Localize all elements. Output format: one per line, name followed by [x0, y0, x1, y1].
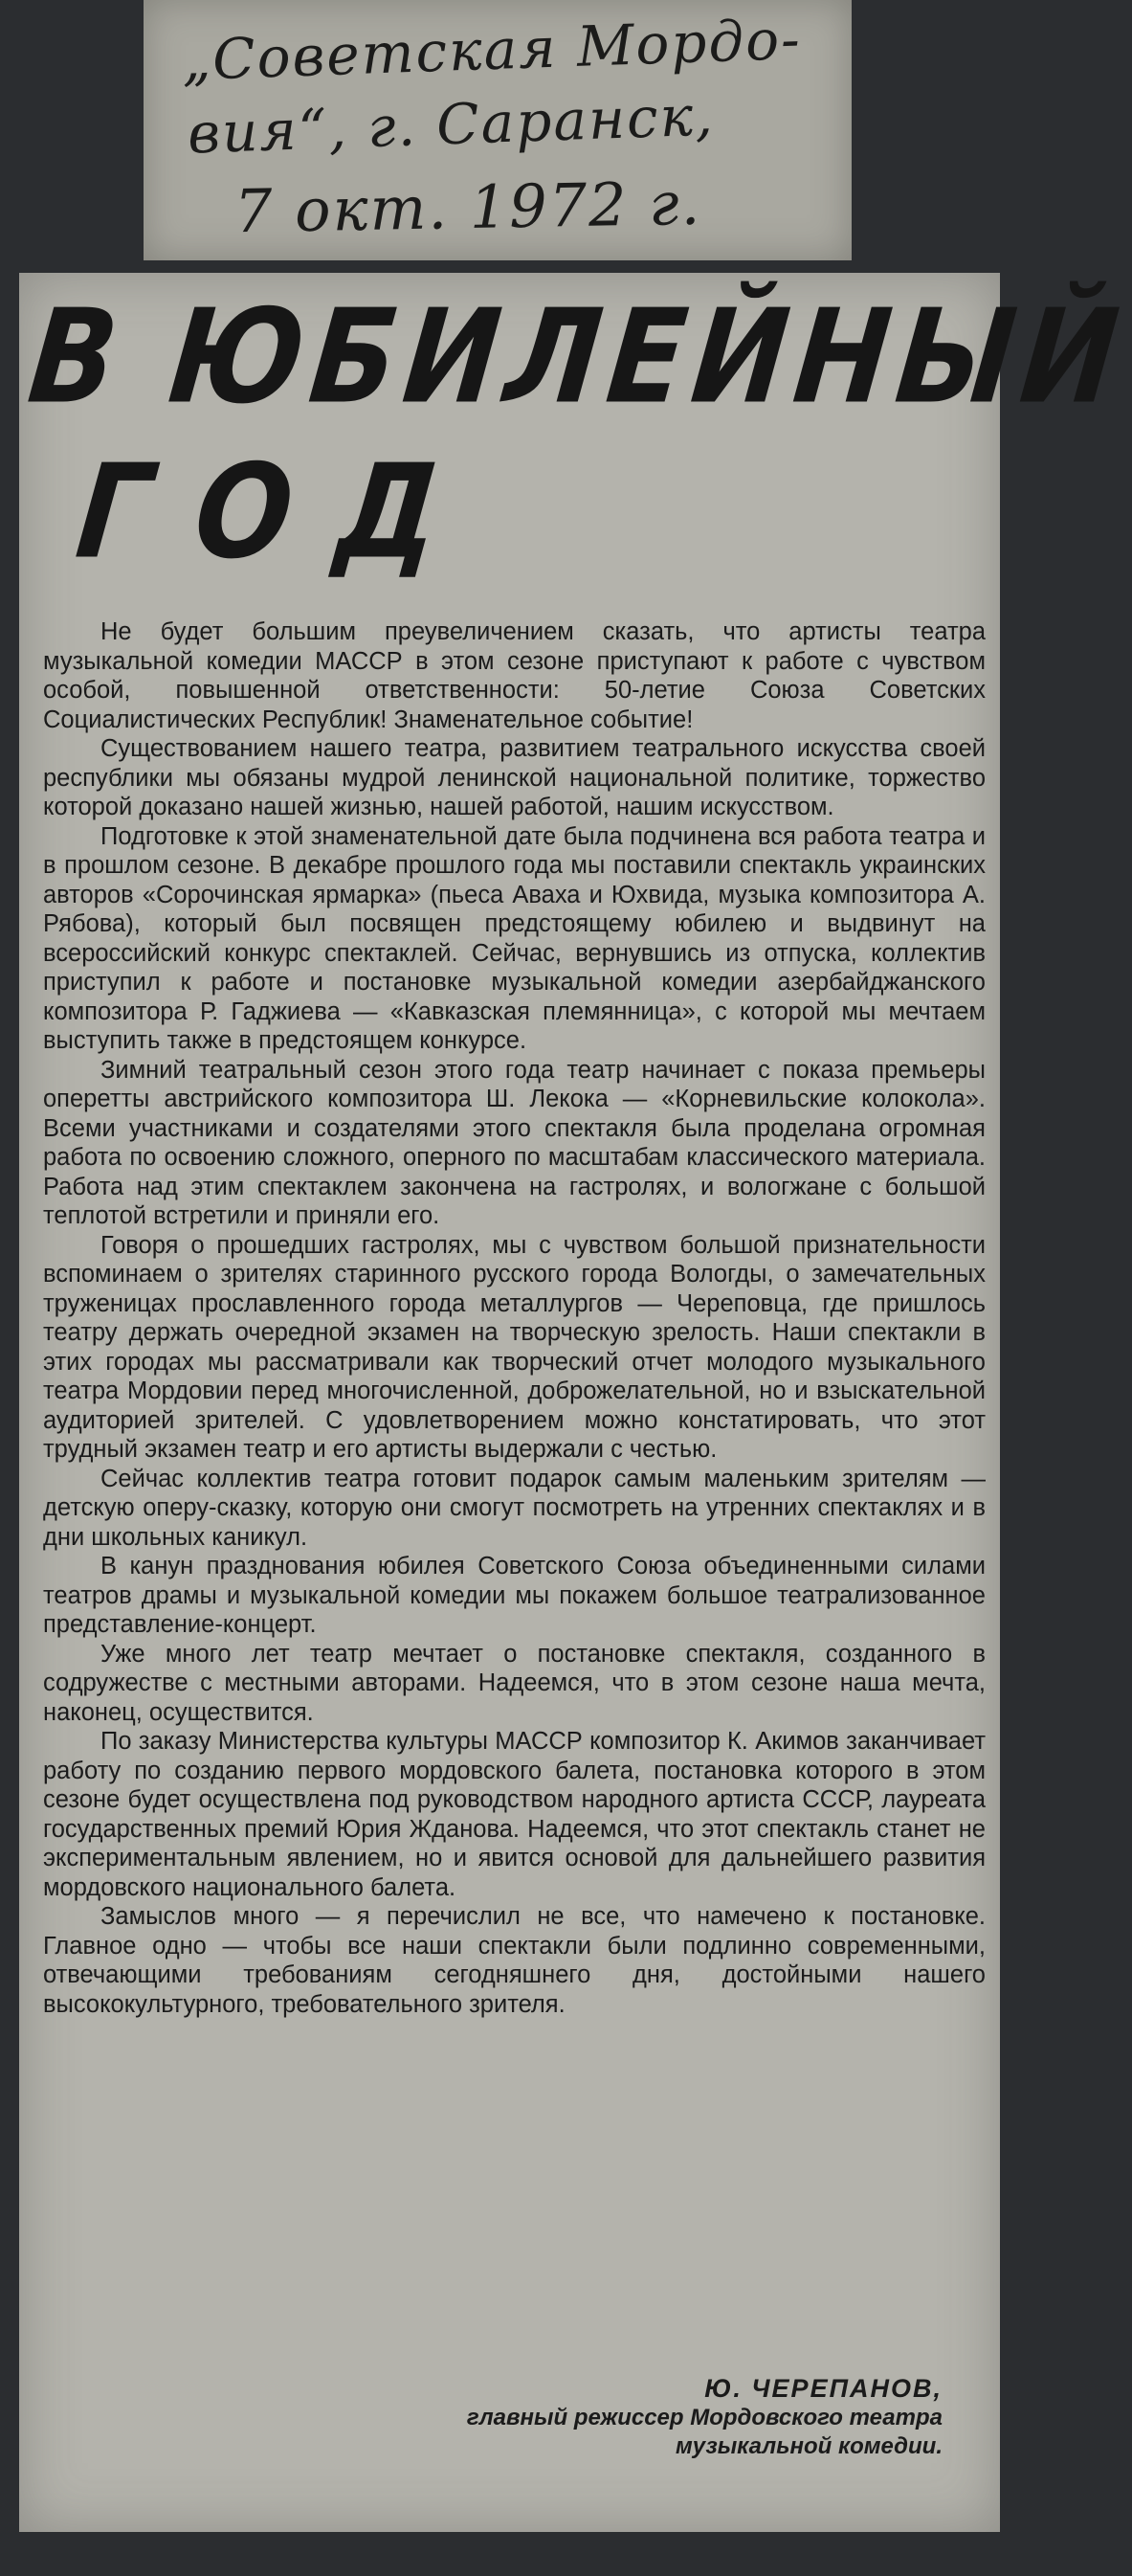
handwritten-note-date: 7 окт. 1972 г.: [233, 168, 702, 247]
author-signature: [467, 2374, 943, 2461]
paragraph-6: Сейчас коллектив театра готовит подарок самым маленьким зрителям — детскую оперу-сказку, которую они смогут посмотреть на утренних спектаклях и в дни школьных каникул.: [43, 1465, 986, 1551]
handwritten-note-card: [144, 0, 852, 260]
paragraph-2: Существованием нашего театра, развитием театрального искусства своей республики мы обязаны мудрой ленинской национальной политике, торжество которой доказано нашей жизнью, нашей работой, нашим искусством.: [43, 735, 986, 820]
paragraph-10: Замыслов много — я перечислил не все, что намечено к постановке. Главное одно — чтобы все наши спектакли были подлинно современными, отвечающими требованиям сегодняшнего дня, достойными нашего высококультурного, требовательного зрителя.: [43, 1903, 986, 2018]
newspaper-clipping: [19, 273, 1132, 2532]
article-body: [43, 617, 986, 2019]
author-role-line-1: главный режиссер Мордовского театра: [466, 2405, 943, 2430]
paragraph-3: Подготовке к этой знаменательной дате была подчинена вся работа театра и в прошлом сезоне. В декабре прошлого года мы поставили спектакль украинских авторов «Сорочинская ярмарка» (пьеса Аваха и Юхвида, музыка композитора А. Рябова), который был посвящен предстоящему юбилею и выдвинут на всероссийский конкурс спектаклей. Сейчас, вернувшись из отпуска, коллектив приступил к работе и постановке музыкальной комедии азербайджанского композитора Р. Гаджиева — «Кавказская племянница», с которой мы мечтаем выступить также в предстоящем конкурсе.: [43, 822, 986, 1054]
handwritten-note-line-1: „Советская Мордо-: [181, 6, 803, 94]
headline-line-2: ГОД: [70, 436, 493, 588]
paragraph-7: В канун празднования юбилея Советского Союза объединенными силами театров драмы и музыкальной комедии мы покажем большое театрализованное представление-концерт.: [43, 1553, 986, 1638]
paragraph-8: Уже много лет театр мечтает о постановке спектакля, созданного в содружестве с местными авторами. Надеемся, что в этом сезоне наша мечта, наконец, осуществится.: [43, 1640, 986, 1726]
author-role-line-2: музыкальной комедии.: [676, 2433, 943, 2459]
handwritten-note-line-2: вия“, г. Саранск,: [186, 82, 716, 167]
paragraph-5: Говоря о прошедших гастролях, мы с чувством большой признательности вспоминаем о зрителях старинного русского города Вологды, о замечательных труженицах прославленного города металлургов — Череповца, где пришлось театру держать очередной экзамен на творческую зрелость. Наши спектакли в этих городах мы рассматривали как творческий отчет молодого музыкального театра Мордовии перед многочисленной, доброжелательной, но и взыскательной аудиторией зрителей. С удовлетворением можно констатировать, что этот трудный экзамен театр и его артисты выдержали с честью.: [43, 1231, 986, 1463]
paragraph-4: Зимний театральный сезон этого года театр начинает с показа премьеры оперетты австрийского композитора Ш. Лекока — «Корневильские колокола». Всеми участниками и создателями этого спектакля была проделана огромная работа по освоению сложного, оперного по масштабам классического материала. Работа над этим спектаклем закончена на гастролях, и вологжане с большой теплотой встретили и приняли его.: [43, 1056, 986, 1229]
headline-line-1: В ЮБИЛЕЙНЫЙ: [22, 280, 1132, 433]
author-name: Ю. ЧЕРЕПАНОВ,: [704, 2374, 943, 2403]
paragraph-9: По заказу Министерства культуры МАССР композитор К. Акимов заканчивает работу по созданию первого мордовского балета, постановка которого в этом сезоне будет осуществлена под руководством народного артиста СССР, лауреата государственных премий Юрия Жданова. Надеемся, что этот спектакль станет не экспериментальным явлением, но и явится основой для дальнейшего развития мордовского национального балета.: [43, 1728, 986, 1901]
paragraph-1: Не будет большим преувеличением сказать, что артисты театра музыкальной комедии МАССР в этом сезоне приступают к работе с чувством особой, повышенной ответственности: 50-летие Союза Советских Социалистических Республик! Знаменательное событие!: [43, 618, 986, 733]
